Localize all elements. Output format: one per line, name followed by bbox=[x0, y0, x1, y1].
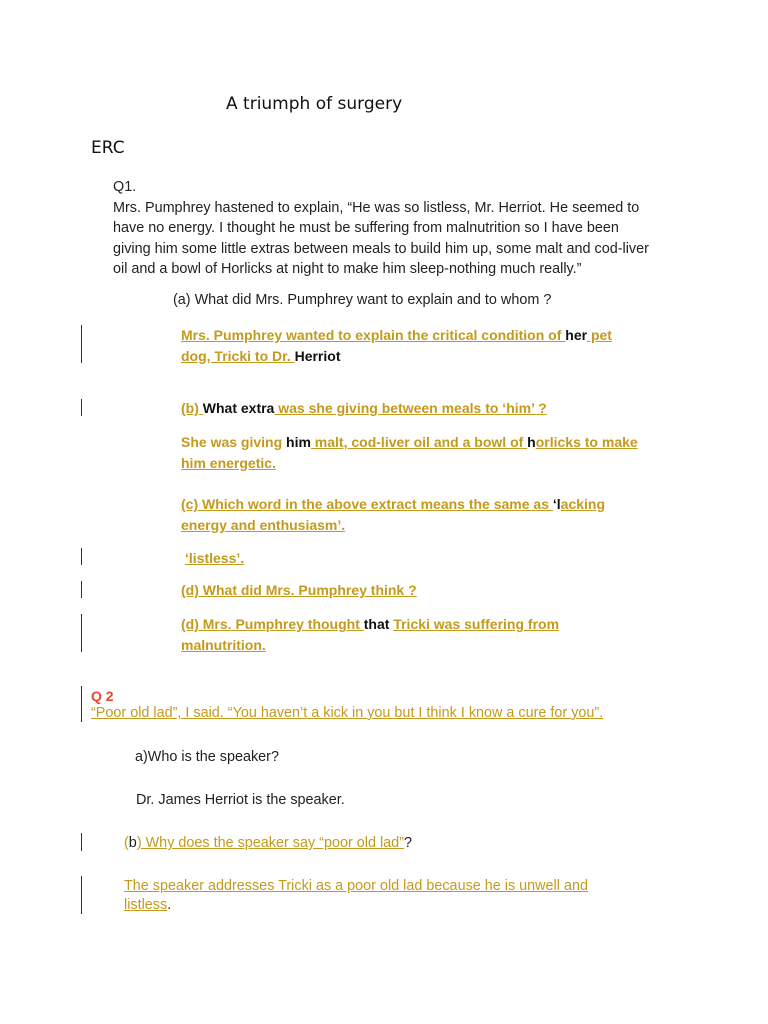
q1-label: Q1. bbox=[113, 179, 137, 195]
question-text: What extra bbox=[202, 400, 275, 416]
q1-answer-d bbox=[181, 614, 701, 655]
document-title: A triumph of surgery bbox=[226, 94, 403, 114]
q1-answer-a bbox=[181, 325, 701, 366]
q2-label: Q 2 bbox=[91, 688, 114, 704]
passage-line: oil and a bowl of Horlicks at night to make him sleep-nothing much really.” bbox=[113, 261, 582, 277]
passage-line: Mrs. Pumphrey hastened to explain, “He was so listless, Mr. Herriot. He seemed to bbox=[113, 199, 640, 216]
q1-question-a: (a) What did Mrs. Pumphrey want to explain and to whom ? bbox=[173, 292, 552, 308]
question-text: b bbox=[128, 835, 137, 851]
answer-text: Tricki was suffering from bbox=[393, 616, 560, 632]
question-text: (d) What did Mrs. Pumphrey think ? bbox=[181, 582, 417, 598]
q2-answer-a: Dr. James Herriot is the speaker. bbox=[136, 792, 345, 808]
answer-text: malt, cod-liver oil and a bowl of bbox=[310, 434, 528, 450]
answer-text: malnutrition. bbox=[181, 636, 266, 653]
question-text: ‘l bbox=[552, 496, 561, 512]
question-text: ? bbox=[403, 835, 412, 851]
question-text: energy and enthusiasm’. bbox=[181, 516, 346, 533]
answer-text: orlicks to make bbox=[535, 434, 638, 450]
answer-text: She was giving bbox=[181, 434, 287, 450]
revision-bar bbox=[81, 581, 82, 598]
question-text: acking bbox=[560, 496, 606, 512]
q1-answer-c bbox=[185, 548, 244, 569]
answer-text: The speaker addresses Tricki as a poor old lad because he is unwell and bbox=[124, 878, 588, 894]
q2-answer-b bbox=[124, 877, 684, 915]
answer-text: (d) Mrs. Pumphrey thought bbox=[181, 616, 364, 632]
question-text: (c) Which word in the above extract means the same as bbox=[181, 496, 553, 512]
answer-text: . bbox=[167, 897, 172, 913]
revision-bar bbox=[81, 686, 82, 722]
revision-bar bbox=[81, 833, 82, 851]
revision-bar bbox=[81, 876, 82, 914]
answer-text: him bbox=[286, 434, 311, 450]
section-heading: ERC bbox=[91, 138, 125, 158]
answer-text: that bbox=[363, 616, 394, 632]
q1-question-d bbox=[181, 580, 417, 601]
answer-text: Herriot bbox=[294, 347, 341, 364]
answer-text: listless bbox=[124, 897, 168, 913]
answer-text: Mrs. Pumphrey wanted to explain the critical condition of bbox=[181, 327, 566, 343]
q1-question-b bbox=[181, 398, 547, 419]
question-text: was she giving between meals to ‘him’ ? bbox=[274, 400, 547, 416]
revision-bar bbox=[81, 325, 82, 363]
passage-line: giving him some little extras between meals to build him up, some malt and cod-liver bbox=[113, 240, 649, 257]
q1-question-c bbox=[181, 494, 701, 535]
answer-text: ‘listless’. bbox=[185, 550, 245, 566]
answer-text: pet bbox=[587, 327, 612, 343]
q2-quote: “Poor old lad”, I said. “You haven’t a kick in you but I think I know a cure for you”. bbox=[91, 705, 604, 721]
q2-question-a: a)Who is the speaker? bbox=[135, 749, 279, 765]
answer-text: dog, Tricki to Dr. bbox=[181, 347, 295, 364]
q2-question-b bbox=[124, 835, 412, 851]
passage-line: have no energy. I thought he must be suffering from malnutrition so I have been bbox=[113, 220, 619, 236]
question-text: ) Why does the speaker say “poor old lad” bbox=[136, 835, 404, 851]
q1-passage bbox=[113, 177, 693, 280]
revision-bar bbox=[81, 548, 82, 565]
answer-text: h bbox=[527, 434, 536, 450]
answer-text: him energetic. bbox=[181, 454, 276, 471]
revision-bar bbox=[81, 614, 82, 652]
question-text: ( bbox=[124, 835, 129, 851]
answer-text: her bbox=[565, 327, 588, 343]
revision-bar bbox=[81, 399, 82, 416]
q1-answer-b bbox=[181, 432, 701, 473]
question-text: (b) bbox=[181, 400, 203, 416]
